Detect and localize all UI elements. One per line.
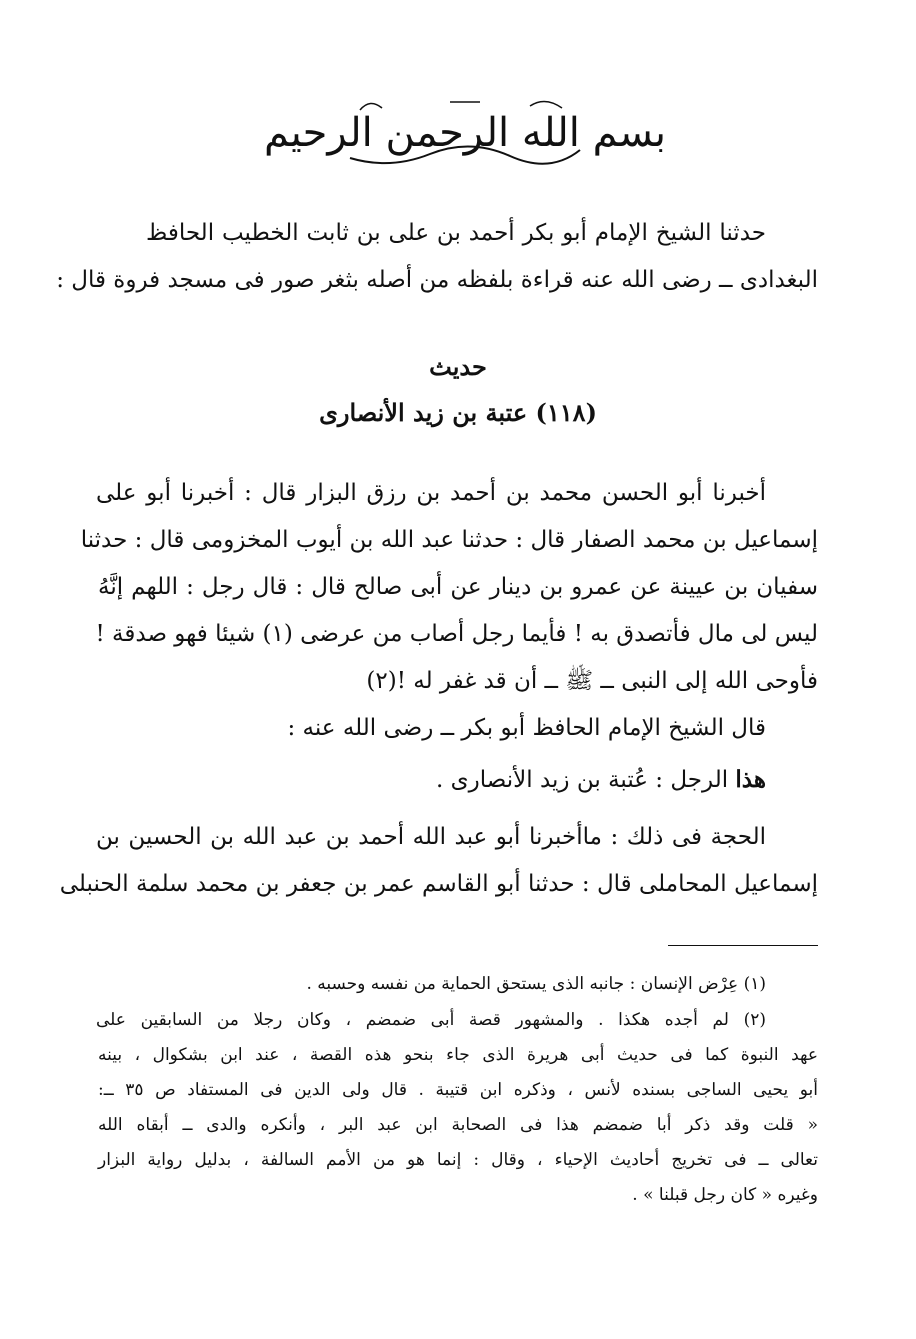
footnote-separator [668, 945, 818, 946]
basmala-ornament [263, 88, 667, 178]
basmala-text: بسم الله الرحمن الرحيم [263, 110, 667, 156]
footnote-2-line-3: أبو يحيى الساجى بسنده لأنس ، وذكره ابن قتيبة . قال ولى الدين فى المستفاد ص ٣٥ ــ: [98, 1080, 819, 1100]
footnote-2-line-5: تعالى ــ فى تخريج أحاديث الإحياء ، وقال : إنما هو من الأمم السالفة ، بدليل رواية البزار [98, 1150, 818, 1170]
body-line-1: أخبرنا أبو الحسن محمد بن أحمد بن رزق البزار قال : أخبرنا أبو على [96, 480, 766, 506]
body-line-9: إسماعيل المحاملى قال : حدثنا أبو القاسم عمر بن جعفر بن محمد سلمة الحنبلى [59, 871, 818, 897]
body-line-2: إسماعيل بن محمد الصفار قال : حدثنا عبد الله بن أيوب المخزومى قال : حدثنا [80, 527, 818, 553]
footnote-2-line-6: وغيره « كان رجل قبلنا » . [632, 1185, 818, 1205]
body-line-3: سفيان بن عيينة عن عمرو بن دينار عن أبى صالح قال : قال رجل : اللهم إنَّهُ [98, 574, 818, 600]
footnote-2-line-4: « قلت وقد ذكر أبا ضمضم هذا فى الصحابة ابن عبد البر ، وأنكره والدى ــ أبقاه الله [98, 1115, 818, 1135]
body-line-4: ليس لى مال فأتصدق به ! فأيما رجل أصاب من عرضى (١) شيئا فهو صدقة ! [95, 621, 818, 647]
basmala-calligraphy [263, 88, 667, 178]
intro-line-1: حدثنا الشيخ الإمام أبو بكر أحمد بن على بن ثابت الخطيب الحافظ [146, 220, 766, 246]
body-line-6: قال الشيخ الإمام الحافظ أبو بكر ــ رضى الله عنه : [287, 715, 766, 741]
footnote-1: (١) عِرْض الإنسان : جانبه الذى يستحق الحماية من نفسه وحسبه . [306, 974, 766, 994]
section-title: حديث [429, 352, 487, 381]
body-line-5: فأوحى الله إلى النبى ــ ﷺ ــ أن قد غفر له !(٢) [366, 668, 818, 694]
intro-line-2: البغدادى ــ رضى الله عنه قراءة بلفظه من أصله بثغر صور فى مسجد فروة قال : [56, 267, 818, 293]
body-line-8: الحجة فى ذلك : ماأخبرنا أبو عبد الله أحمد بن عبد الله بن الحسين بن [96, 824, 766, 850]
body-line-7-rest: الرجل : عُتبة بن زيد الأنصارى . [436, 767, 736, 793]
body-line-7-bold: هذا [735, 766, 766, 793]
body-line-7 [436, 765, 766, 795]
footnote-2-line-1: (٢) لم أجده هكذا . والمشهور قصة أبى ضمضم ، وكان رجلا من السابقين على [96, 1010, 766, 1030]
section-subtitle: (١١٨) عتبة بن زيد الأنصارى [319, 398, 597, 427]
footnote-2-line-2: عهد النبوة كما فى حديث أبى هريرة الذى جاء بنحو هذه القصة ، عند ابن بشكوال ، بينه [98, 1045, 818, 1065]
